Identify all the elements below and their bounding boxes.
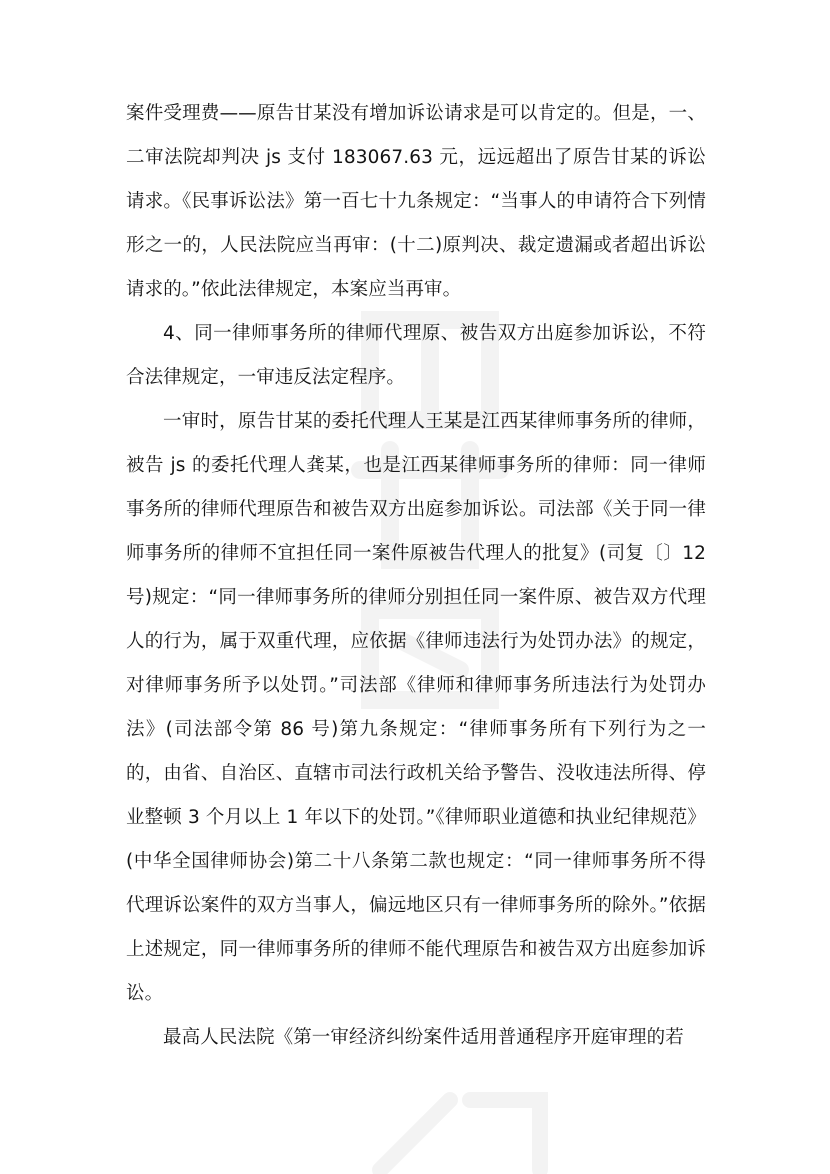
paragraph-4: 最高人民法院《第一审经济纠纷案件适用普通程序开庭审理的若 xyxy=(163,1027,684,1048)
paragraph-2: 4、同一律师事务所的律师代理原、被告双方出庭参加诉讼，不符合法律规定，一审违反法定程序。 xyxy=(126,323,706,388)
document-body xyxy=(126,92,706,1060)
paragraph-1: 案件受理费——原告甘某没有增加诉讼请求是可以肯定的。但是，一、二审法院却判决 js 支付 183067.63 元，远远超出了原告甘某的诉讼请求。《民事诉讼法》第一百七十九条规定：“当事人的申请符合下列情形之一的，人民法院应当再审：(十二)原判决、裁定遗漏或者超出诉讼请求的。”依此法律规定，本案应当再审。 xyxy=(126,103,706,300)
paragraph-3: 一审时，原告甘某的委托代理人王某是江西某律师事务所的律师，被告 js 的委托代理人龚某，也是江西某律师事务所的律师：同一律师事务所的律师代理原告和被告双方出庭参加诉讼。司法部《关于同一律师事务所的律师不宜担任同一案件原被告代理人的批复》(司复〔〕12 号)规定：“同一律师事务所的律师分别担任同一案件原、被告双方代理人的行为，属于双重代理，应依据《律师违法行为处罚办法》的规定，对律师事务所予以处罚。”司法部《律师和律师事务所违法行为处罚办法》(司法部令第 86 号)第九条规定：“律师事务所有下列行为之一的，由省、自治区、直辖市司法行政机关给予警告、没收违法所得、停业整顿 3 个月以上 1 年以下的处罚。”《律师职业道德和执业纪律规范》(中华全国律师协会)第二十八条第二款也规定：“同一律师事务所不得代理诉讼案件的双方当事人，偏远地区只有一律师事务所的除外。”依据上述规定，同一律师事务所的律师不能代理原告和被告双方出庭参加诉讼。 xyxy=(126,411,706,1004)
watermark-fragment-icon xyxy=(360,1090,560,1174)
